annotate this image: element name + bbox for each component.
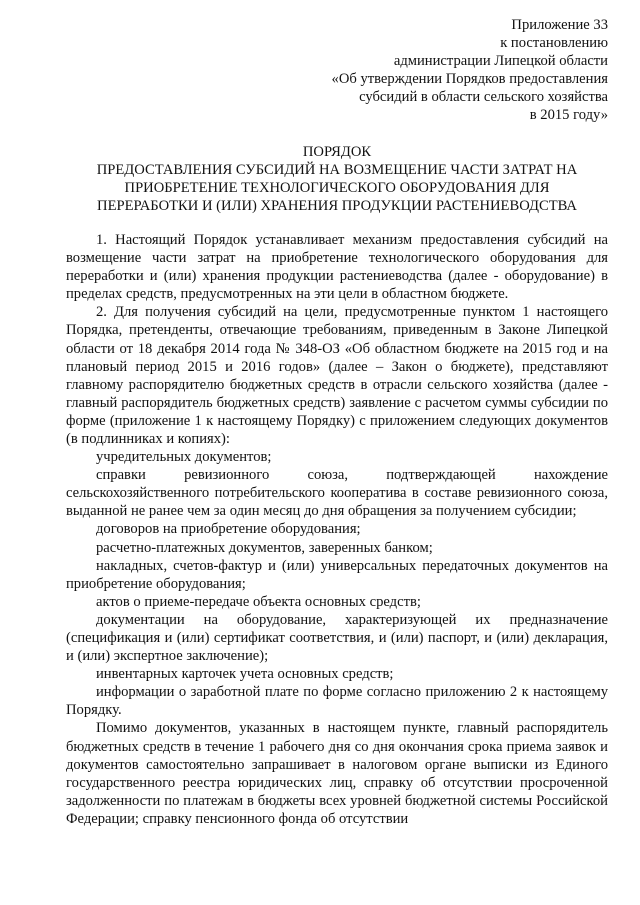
appendix-line: к постановлению	[500, 35, 608, 52]
list-item: расчетно-платежных документов, заверенных банком;	[96, 539, 433, 556]
appendix-line: администрации Липецкой области	[393, 53, 608, 70]
list-item: договоров на приобретение оборудования;	[96, 521, 361, 538]
title-line: ПРЕДОСТАВЛЕНИЯ СУБСИДИЙ НА ВОЗМЕЩЕНИЕ ЧАСТИ ЗАТРАТ НА	[96, 161, 578, 178]
appendix-header	[66, 16, 608, 125]
list-item: накладных, счетов-фактур и (или) универсальных передаточных документов на приобретение оборудования;	[66, 557, 608, 592]
appendix-number: Приложение 33	[511, 17, 608, 33]
title-line: ПРИОБРЕТЕНИЕ ТЕХНОЛОГИЧЕСКОГО ОБОРУДОВАНИЯ ДЛЯ	[124, 179, 550, 196]
list-item: документации на оборудование, характеризующей их предназначение (спецификация и (или) сертификат соответствия, и (или) паспорт, и (или) декларация, и (или) экспертное заключение);	[66, 611, 608, 665]
title-line: ПЕРЕРАБОТКИ И (ИЛИ) ХРАНЕНИЯ ПРОДУКЦИИ РАСТЕНИЕВОДСТВА	[97, 197, 577, 214]
list-item: инвентарных карточек учета основных средств;	[96, 666, 394, 683]
title-line: ПОРЯДОК	[302, 143, 372, 160]
appendix-line: в 2015 году»	[529, 107, 608, 124]
appendix-line: «Об утверждении Порядков предоставления	[331, 71, 608, 88]
appendix-line: субсидий в области сельского хозяйства	[359, 89, 608, 106]
list-item: учредительных документов;	[96, 449, 272, 466]
paragraph-2: 2. Для получения субсидий на цели, предусмотренные пунктом 1 настоящего Порядка, претенденты, отвечающие требованиям, приведенным в Законе Липецкой области от 18 декабря 2014 года № 348-ОЗ «Об областном бюджете на 2015 год и на плановый период 2015 и 2016 годов» (далее – Закон о бюджете), представляют главному распорядителю бюджетных средств в отрасли сельского хозяйства (далее - главный распорядитель бюджетных средств) заявление с расчетом суммы субсидии по форме (приложение 1 к настоящему Порядку) с приложением следующих документов (в подлинниках и копиях):	[66, 304, 608, 447]
list-item: информации о заработной плате по форме согласно приложению 2 к настоящему Порядку.	[66, 684, 608, 719]
list-item: справки ревизионного союза, подтверждающей нахождение сельскохозяйственного потребительского кооператива в составе ревизионного союза, выданной не ранее чем за один месяц до дня обращения за получением субсидии;	[66, 467, 608, 520]
document-title	[66, 143, 608, 215]
paragraph-3: Помимо документов, указанных в настоящем пункте, главный распорядитель бюджетных средств в течение 1 рабочего дня со дня окончания срока приема заявок и документов самостоятельно запрашивает в налоговом органе выписки из Единого государственного реестра юридических лиц, справку об отсутствии просроченной задолженности по платежам в бюджеты всех уровней бюджетной системы Российской Федерации; справку пенсионного фонда об отсутствии	[66, 720, 608, 827]
list-item: актов о приеме-передаче объекта основных средств;	[96, 593, 421, 610]
paragraph-1: 1. Настоящий Порядок устанавливает механизм предоставления субсидий на возмещение части затрат на приобретение технологического оборудования для переработки и (или) хранения продукции растениеводства (далее - оборудование) в пределах средств, предусмотренных на эти цели в областном бюджете.	[66, 231, 608, 303]
document-body	[66, 231, 608, 828]
